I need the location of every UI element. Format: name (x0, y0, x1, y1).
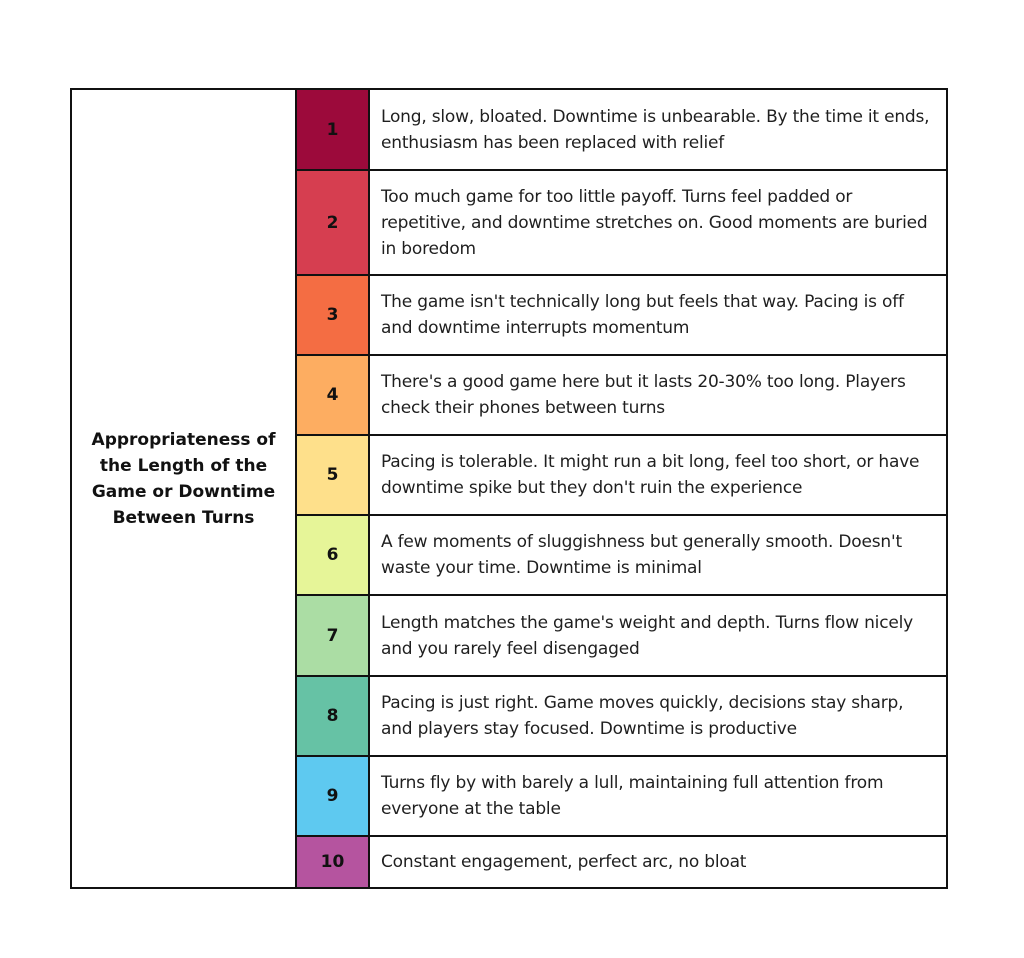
category-cell (72, 90, 297, 887)
table-row (297, 837, 946, 887)
score-cell: 7 (297, 596, 370, 675)
description-cell: Pacing is tolerable. It might run a bit long, feel too short, or have downtime spike but they don't ruin the experience (381, 452, 920, 498)
description-cell: Too much game for too little payoff. Turns feel padded or repetitive, and downtime stretches on. Good moments are buried in boredom (381, 186, 928, 259)
score-rows (297, 90, 946, 887)
score-cell: 10 (297, 837, 370, 887)
table-row (297, 677, 946, 757)
table-row (297, 516, 946, 596)
score-cell: 4 (297, 356, 370, 434)
description-cell: Pacing is just right. Game moves quickly, decisions stay sharp, and players stay focused. Downtime is productive (381, 693, 904, 739)
description-cell: The game isn't technically long but feels that way. Pacing is off and downtime interrupts momentum (381, 292, 904, 338)
description-cell: Constant engagement, perfect arc, no bloat (381, 852, 747, 872)
table-row (297, 356, 946, 436)
table-row (297, 171, 946, 276)
table-row (297, 596, 946, 677)
table-row (297, 90, 946, 171)
score-cell: 5 (297, 436, 370, 514)
description-cell: Long, slow, bloated. Downtime is unbearable. By the time it ends, enthusiasm has been replaced with relief (381, 106, 930, 153)
score-cell: 1 (297, 90, 370, 169)
description-cell: There's a good game here but it lasts 20-30% too long. Players check their phones between turns (381, 372, 906, 418)
description-cell: Length matches the game's weight and depth. Turns flow nicely and you rarely feel disengaged (381, 612, 913, 659)
description-cell: Turns fly by with barely a lull, maintaining full attention from everyone at the table (381, 773, 884, 819)
score-cell: 8 (297, 677, 370, 755)
table-row (297, 757, 946, 837)
description-cell: A few moments of sluggishness but generally smooth. Doesn't waste your time. Downtime is minimal (381, 532, 902, 578)
table-row (297, 436, 946, 516)
rating-rubric-table (70, 88, 948, 889)
category-title: Appropriateness of the Length of the Game or Downtime Between Turns (91, 429, 276, 528)
score-cell: 2 (297, 171, 370, 274)
score-cell: 3 (297, 276, 370, 354)
score-cell: 9 (297, 757, 370, 835)
score-cell: 6 (297, 516, 370, 594)
table-row (297, 276, 946, 356)
